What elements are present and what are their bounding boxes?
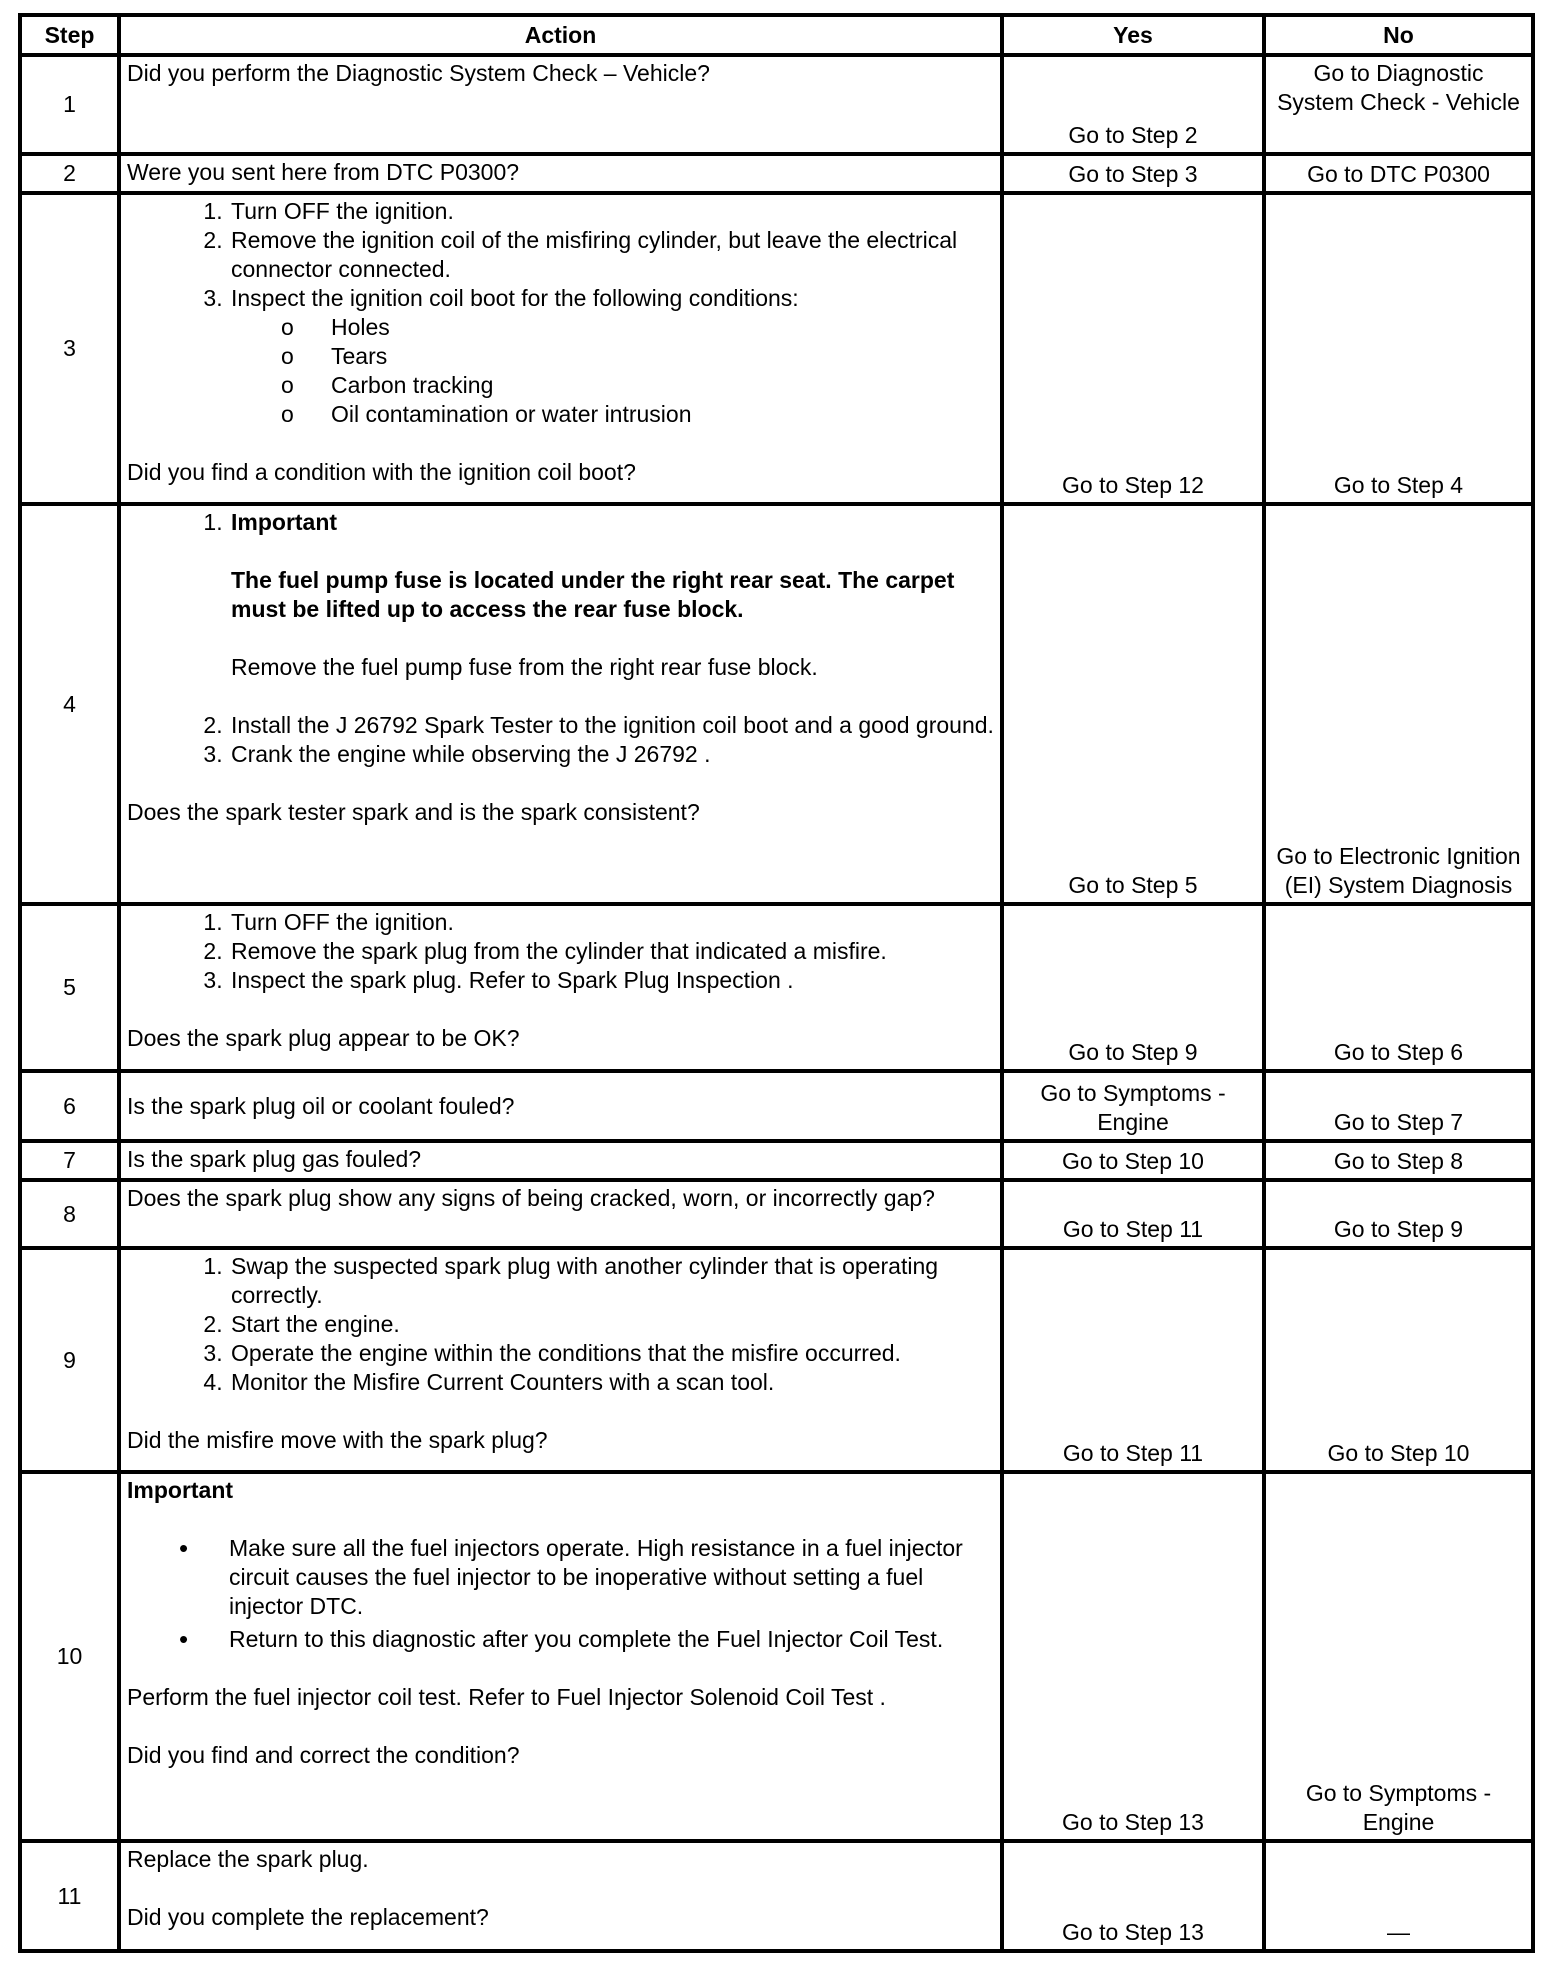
procedure-item: 1. Swap the suspected spark plug with another cylinder that is operating correctly. xyxy=(229,1252,994,1310)
yes-result: Go to Step 2 xyxy=(1002,55,1264,154)
step-number: 11 xyxy=(20,1841,119,1951)
procedure-item: 3. Operate the engine within the conditions that the misfire occurred. xyxy=(229,1339,994,1368)
step-number: 6 xyxy=(20,1071,119,1141)
procedure-item: 2. Remove the spark plug from the cylinder that indicated a misfire. xyxy=(229,937,994,966)
yes-result: Go to Step 11 xyxy=(1002,1248,1264,1472)
question-text: Does the spark tester spark and is the spark consistent? xyxy=(127,799,700,825)
table-row xyxy=(20,154,1533,193)
step-number: 2 xyxy=(20,154,119,193)
procedure-item xyxy=(229,284,994,429)
table-row xyxy=(20,1141,1533,1180)
action-cell xyxy=(119,1472,1002,1841)
yes-result: Go to Step 9 xyxy=(1002,904,1264,1071)
table-row xyxy=(20,504,1533,904)
procedure-item xyxy=(229,508,994,711)
procedure-item-text: Inspect the ignition coil boot for the following conditions: xyxy=(231,285,799,311)
question-text: Does the spark plug show any signs of being cracked, worn, or incorrectly gap? xyxy=(127,1185,935,1211)
important-note: The fuel pump fuse is located under the right rear seat. The carpet must be lifted up to access the rear fuse block. xyxy=(231,567,955,622)
condition-list xyxy=(231,313,994,429)
important-label: 1. Important xyxy=(231,509,338,535)
procedure-item: 1. Turn OFF the ignition. xyxy=(229,197,994,226)
procedure-item: 2. Install the J 26792 Spark Tester to the ignition coil boot and a good ground. xyxy=(229,711,994,740)
table-row xyxy=(20,1841,1533,1951)
yes-result: Go to Step 5 xyxy=(1002,504,1264,904)
condition-item: o Tears xyxy=(331,342,994,371)
condition-item: o Carbon tracking xyxy=(331,371,994,400)
question-text: Does the spark plug appear to be OK? xyxy=(127,1025,520,1051)
question-text: Is the spark plug oil or coolant fouled? xyxy=(127,1092,515,1119)
procedure-item: 2. Start the engine. xyxy=(229,1310,994,1339)
no-result: Go to Step 6 xyxy=(1264,904,1533,1071)
action-cell xyxy=(119,1141,1002,1180)
question-text: Did the misfire move with the spark plug? xyxy=(127,1427,548,1453)
step-number: 9 xyxy=(20,1248,119,1472)
question-text: Did you find and correct the condition? xyxy=(127,1742,520,1768)
instruction-text: Replace the spark plug. xyxy=(127,1846,369,1872)
no-result: Go to Symptoms - Engine xyxy=(1264,1472,1533,1841)
step-number: 1 xyxy=(20,55,119,154)
step-number: 4 xyxy=(20,504,119,904)
no-result: — xyxy=(1264,1841,1533,1951)
yes-result: Go to Symptoms - Engine xyxy=(1002,1071,1264,1141)
yes-result: Go to Step 10 xyxy=(1002,1141,1264,1180)
action-cell xyxy=(119,154,1002,193)
step-number: 7 xyxy=(20,1141,119,1180)
question-text: Did you complete the replacement? xyxy=(127,1904,489,1930)
table-row xyxy=(20,55,1533,154)
header-row xyxy=(20,15,1533,55)
yes-result: Go to Step 13 xyxy=(1002,1472,1264,1841)
important-label: Important xyxy=(127,1477,234,1503)
condition-item: o Oil contamination or water intrusion xyxy=(331,400,994,429)
action-cell xyxy=(119,1248,1002,1472)
action-cell xyxy=(119,55,1002,154)
no-result: Go to Step 9 xyxy=(1264,1180,1533,1248)
no-result: Go to Step 10 xyxy=(1264,1248,1533,1472)
yes-result: Go to Step 3 xyxy=(1002,154,1264,193)
action-cell xyxy=(119,504,1002,904)
action-cell xyxy=(119,1071,1002,1141)
condition-item: o Holes xyxy=(331,313,994,342)
question-text: Did you perform the Diagnostic System Check – Vehicle? xyxy=(127,60,710,86)
question-text: Were you sent here from DTC P0300? xyxy=(127,159,520,185)
note-list xyxy=(127,1534,994,1654)
action-cell xyxy=(119,1841,1002,1951)
instruction-text: Perform the fuel injector coil test. Refer to Fuel Injector Solenoid Coil Test . xyxy=(127,1684,886,1710)
table-row xyxy=(20,193,1533,504)
instruction-text: Remove the fuel pump fuse from the right rear fuse block. xyxy=(231,654,818,680)
no-result: Go to Diagnostic System Check - Vehicle xyxy=(1264,55,1533,154)
yes-result: Go to Step 11 xyxy=(1002,1180,1264,1248)
header-action: Action xyxy=(119,15,1002,55)
table-row xyxy=(20,1248,1533,1472)
header-step: Step xyxy=(20,15,119,55)
question-text: Did you find a condition with the ignition coil boot? xyxy=(127,459,636,485)
yes-result: Go to Step 12 xyxy=(1002,193,1264,504)
procedure-list xyxy=(127,1252,994,1397)
action-cell xyxy=(119,193,1002,504)
note-item: • Return to this diagnostic after you complete the Fuel Injector Coil Test. xyxy=(229,1625,994,1654)
procedure-item: 4. Monitor the Misfire Current Counters with a scan tool. xyxy=(229,1368,994,1397)
no-result: Go to Step 7 xyxy=(1264,1071,1533,1141)
no-result: Go to DTC P0300 xyxy=(1264,154,1533,193)
procedure-list xyxy=(127,908,994,995)
procedure-item: 1. Turn OFF the ignition. xyxy=(229,908,994,937)
diagnostic-table xyxy=(18,13,1535,1953)
procedure-item: 3. Crank the engine while observing the J 26792 . xyxy=(229,740,994,769)
no-result: Go to Step 4 xyxy=(1264,193,1533,504)
procedure-list xyxy=(127,508,994,769)
step-number: 5 xyxy=(20,904,119,1071)
table-row xyxy=(20,904,1533,1071)
question-text: Is the spark plug gas fouled? xyxy=(127,1146,422,1172)
procedure-item: 2. Remove the ignition coil of the misfiring cylinder, but leave the electrical connector connected. xyxy=(229,226,994,284)
step-number: 8 xyxy=(20,1180,119,1248)
step-number: 10 xyxy=(20,1472,119,1841)
yes-result: Go to Step 13 xyxy=(1002,1841,1264,1951)
table-row xyxy=(20,1472,1533,1841)
note-item: • Make sure all the fuel injectors operate. High resistance in a fuel injector circuit causes the fuel injector to be inoperative without setting a fuel injector DTC. xyxy=(229,1534,994,1621)
action-cell xyxy=(119,904,1002,1071)
procedure-list xyxy=(127,197,994,429)
action-cell xyxy=(119,1180,1002,1248)
table-row xyxy=(20,1180,1533,1248)
no-result: Go to Electronic Ignition (EI) System Diagnosis xyxy=(1264,504,1533,904)
procedure-item: 3. Inspect the spark plug. Refer to Spark Plug Inspection . xyxy=(229,966,994,995)
table-row xyxy=(20,1071,1533,1141)
step-number: 3 xyxy=(20,193,119,504)
header-yes: Yes xyxy=(1002,15,1264,55)
no-result: Go to Step 8 xyxy=(1264,1141,1533,1180)
header-no: No xyxy=(1264,15,1533,55)
